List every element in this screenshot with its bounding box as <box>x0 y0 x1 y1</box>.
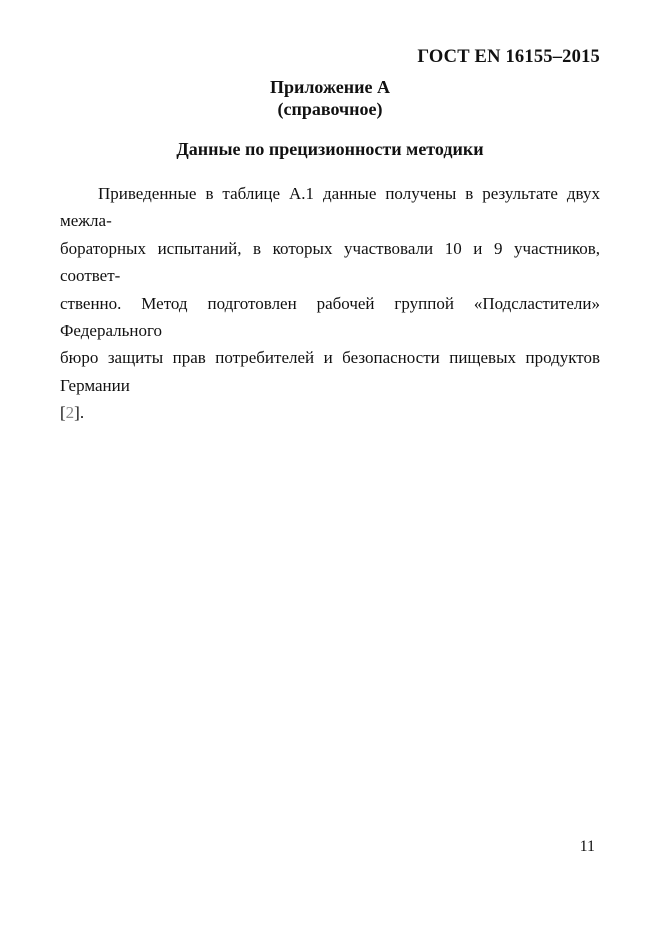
reference-number: 2 <box>65 403 75 423</box>
reference-bracket-open: [ <box>60 403 66 423</box>
reference-bracket-close: ]. <box>74 403 85 423</box>
page-content <box>60 0 600 427</box>
page-number: 11 <box>579 838 595 855</box>
appendix-title <box>60 76 600 120</box>
paragraph-line: бораторных испытаний, в которых участвовали 10 и 9 участников, соответ- <box>60 238 600 286</box>
document-code: ГОСТ EN 16155–2015 <box>417 47 600 67</box>
paragraph-line: Приведенные в таблице А.1 данные получены в результате двух межла- <box>60 184 600 231</box>
appendix-subtitle-line: (справочное) <box>277 99 383 119</box>
appendix-title-line: Приложение А <box>269 77 391 97</box>
body-paragraph <box>60 180 600 427</box>
paragraph-line-reference <box>60 399 600 426</box>
section-title: Данные по прецизионности методики <box>176 139 484 159</box>
paragraph-line: бюро защиты прав потребителей и безопасности пищевых продуктов Германии <box>60 348 600 395</box>
paragraph-line: ственно. Метод подготовлен рабочей группой «Подсластители» Федерального <box>60 293 600 341</box>
